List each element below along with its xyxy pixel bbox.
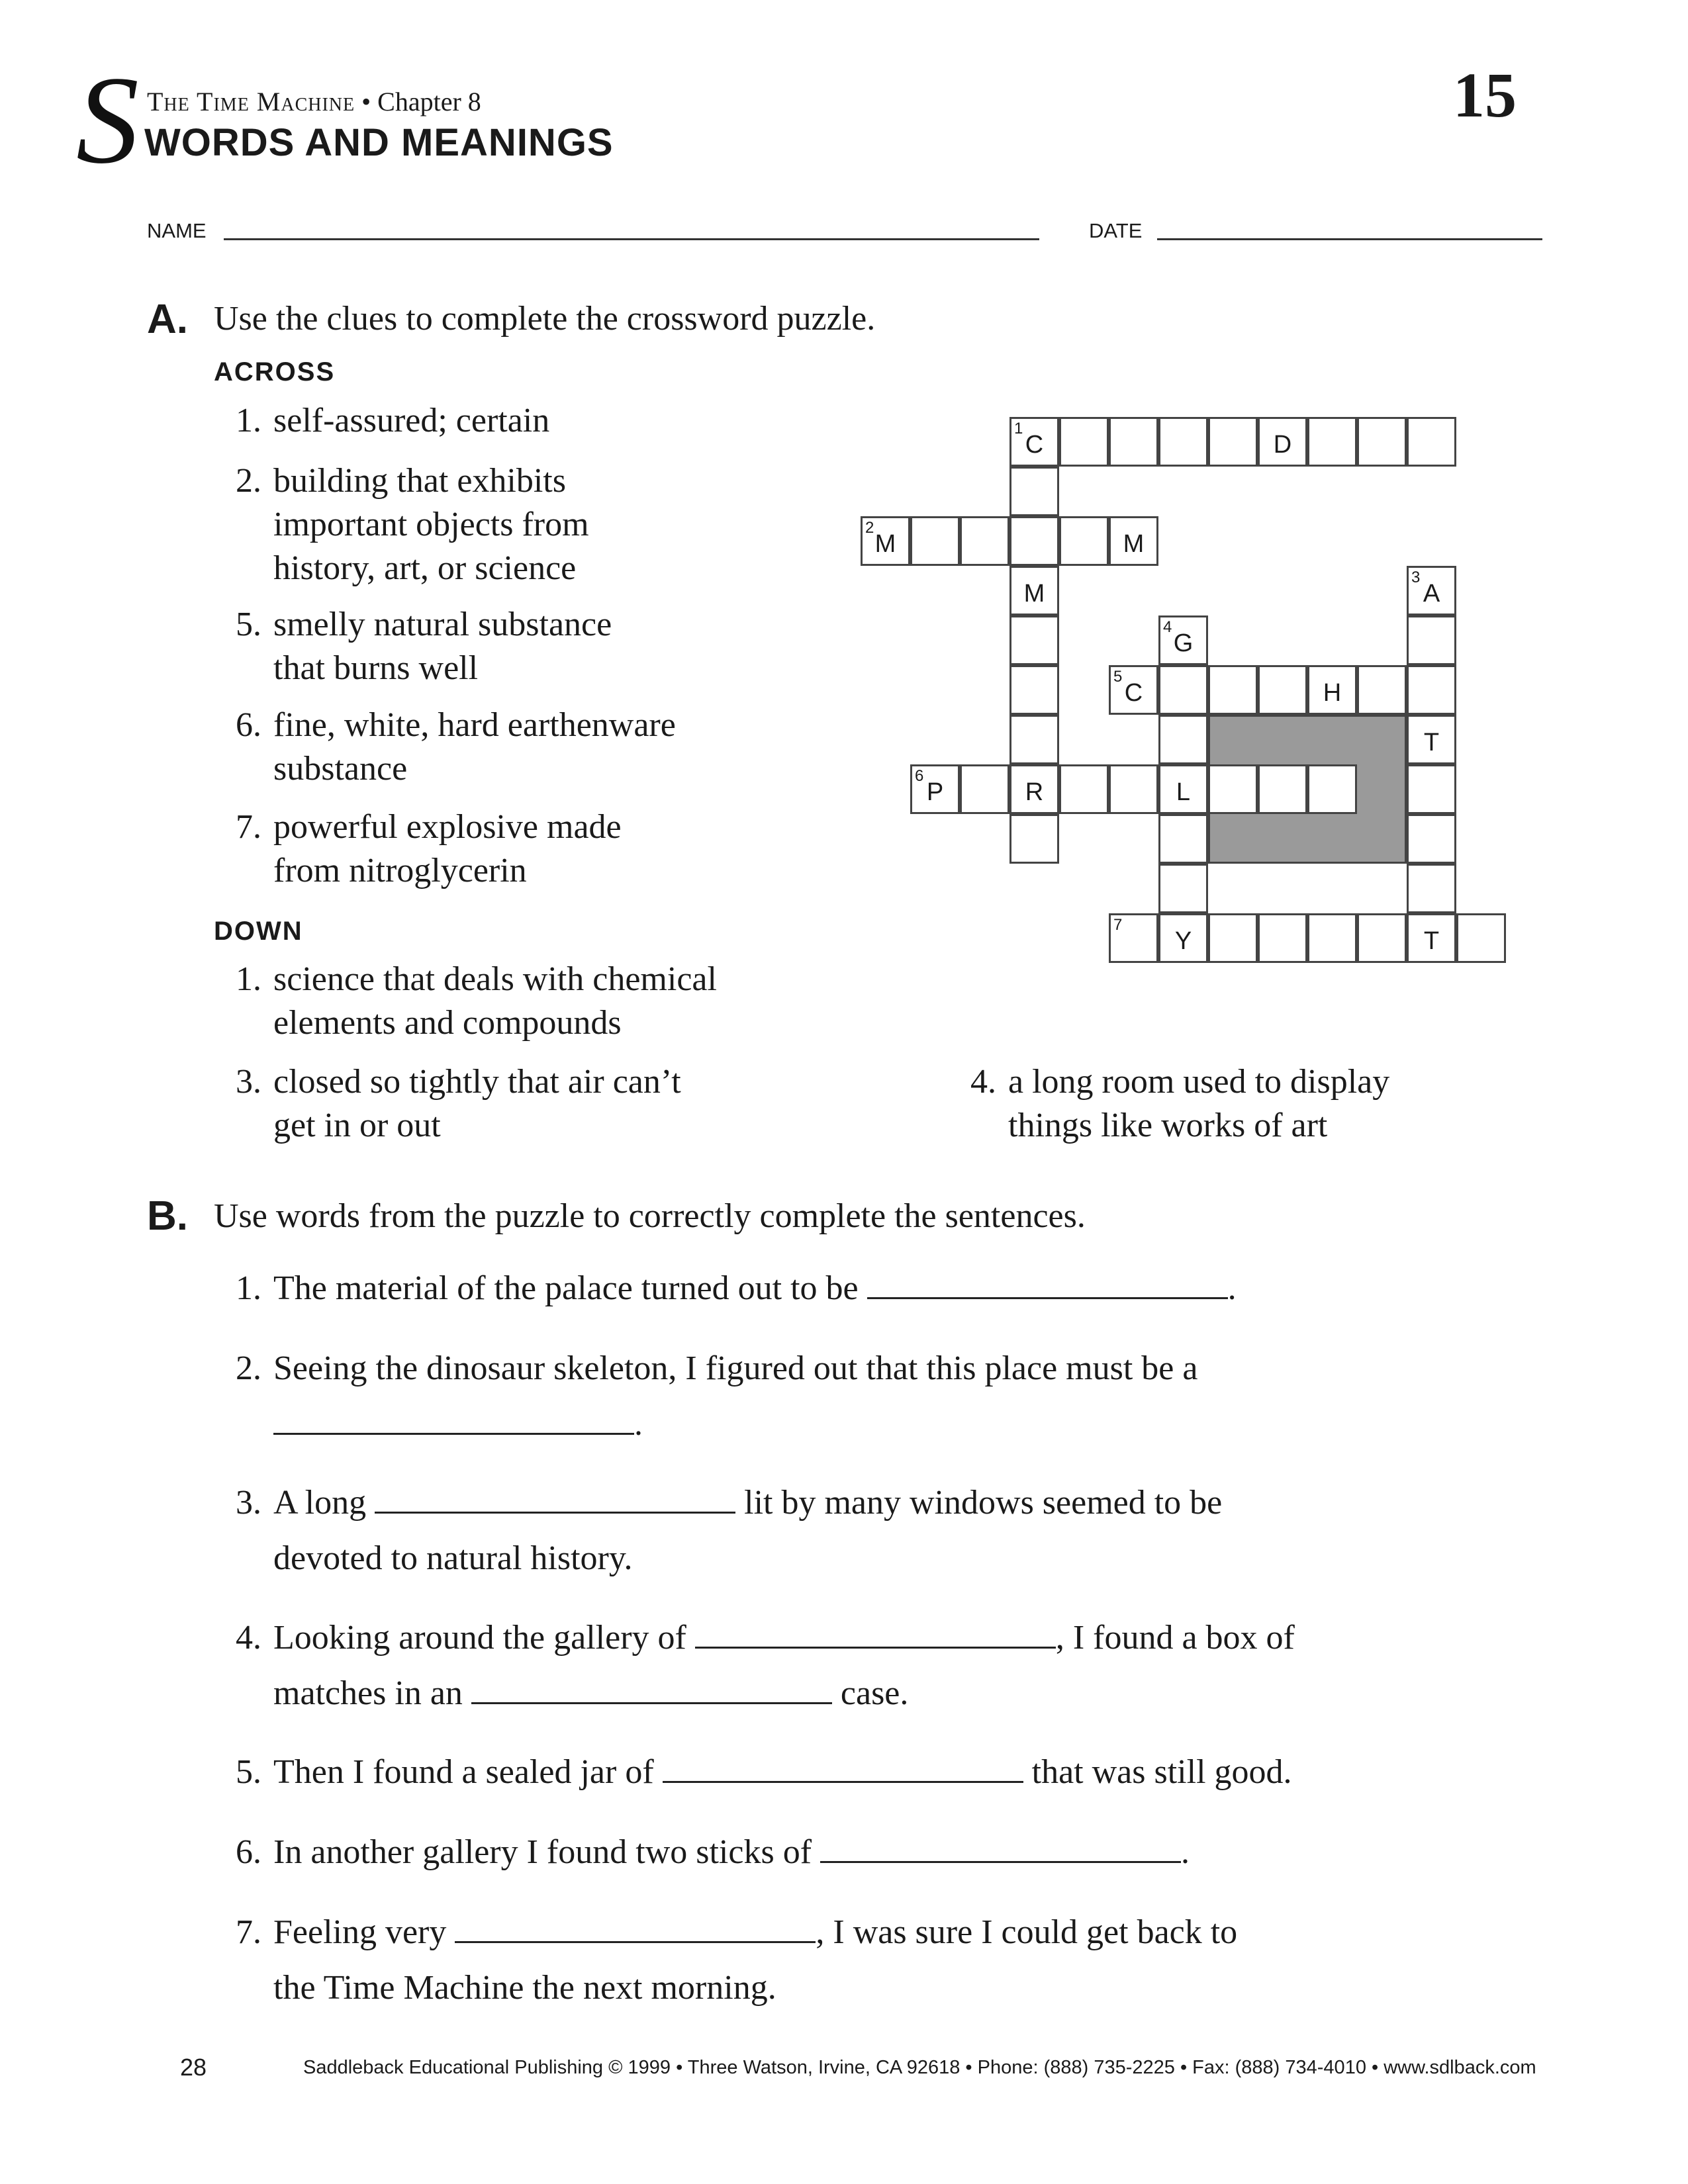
date-label: DATE <box>1089 219 1143 242</box>
cell-letter: L <box>1176 778 1191 806</box>
crossword-cell[interactable] <box>1158 913 1208 963</box>
answer-blank[interactable] <box>455 1913 816 1943</box>
crossword-cell[interactable] <box>960 516 1009 566</box>
crossword-cell[interactable] <box>1357 665 1407 715</box>
worksheet-number: 15 <box>1453 60 1517 130</box>
crossword-cell[interactable] <box>1258 764 1307 814</box>
cell-clue-number: 5 <box>1113 668 1123 686</box>
crossword-cell[interactable] <box>1407 913 1456 963</box>
down-heading: DOWN <box>214 917 303 946</box>
crossword-cell[interactable] <box>1158 417 1208 467</box>
crossword-cell[interactable] <box>1109 665 1158 715</box>
sentence-text: Looking around the gallery of <box>273 1619 686 1657</box>
crossword-cell[interactable] <box>910 764 960 814</box>
crossword-cell[interactable] <box>1009 417 1059 467</box>
sentence-number: 5. <box>236 1753 261 1791</box>
clue-number: 1. <box>236 402 261 439</box>
crossword-cell[interactable] <box>1009 566 1059 615</box>
sentence-text: . <box>634 1405 643 1443</box>
title-separator: • <box>361 87 371 116</box>
chapter-label: Chapter 8 <box>377 87 481 116</box>
sentence-text: A long <box>273 1484 367 1522</box>
sentence-1 <box>214 1261 1505 1316</box>
cell-clue-number: 3 <box>1411 569 1421 586</box>
cell-letter: D <box>1273 431 1292 459</box>
crossword-cell[interactable] <box>1158 764 1208 814</box>
clue-text: a long room used to display <box>1008 1063 1390 1101</box>
crossword-cell[interactable] <box>1158 715 1208 764</box>
clue-text: powerful explosive made <box>273 808 622 846</box>
crossword-cell[interactable] <box>1009 715 1059 764</box>
clue-text: science that deals with chemical <box>273 960 717 998</box>
across-clue-5 <box>214 603 810 690</box>
clue-text: that burns well <box>273 649 479 687</box>
crossword-cell[interactable] <box>1109 764 1158 814</box>
cell-letter: P <box>926 778 944 806</box>
crossword-cell[interactable] <box>1407 566 1456 615</box>
crossword-cell[interactable] <box>1208 665 1258 715</box>
across-clue-2 <box>214 459 810 590</box>
name-label: NAME <box>147 219 207 242</box>
cell-letter: R <box>1025 778 1044 806</box>
crossword-cell[interactable] <box>1009 764 1059 814</box>
crossword-cell[interactable] <box>1208 764 1258 814</box>
sentence-7 <box>214 1905 1505 2016</box>
sentence-3 <box>214 1475 1505 1586</box>
sentence-text: . <box>1181 1833 1190 1871</box>
clue-text: get in or out <box>273 1107 441 1144</box>
book-title: The Time Machine <box>147 87 355 116</box>
sentence-text: Feeling very <box>273 1913 447 1951</box>
crossword-cell[interactable] <box>1357 417 1407 467</box>
sentence-number: 7. <box>236 1913 261 1951</box>
sentence-text: The material of the palace turned out to be <box>273 1269 859 1307</box>
section-b-letter: B. <box>147 1193 188 1239</box>
crossword-cell[interactable] <box>1208 417 1258 467</box>
clue-text: self-assured; certain <box>273 402 550 439</box>
cell-letter: C <box>1025 431 1044 459</box>
crossword-cell[interactable] <box>1009 467 1059 516</box>
cell-letter: M <box>1123 530 1145 558</box>
date-field[interactable] <box>1157 238 1542 240</box>
crossword-cell[interactable] <box>1059 516 1109 566</box>
across-clue-6 <box>214 704 810 791</box>
crossword-cell[interactable] <box>1407 715 1456 764</box>
clue-text: from nitroglycerin <box>273 852 527 889</box>
clue-text: elements and compounds <box>273 1004 622 1042</box>
across-clue-1 <box>214 399 810 443</box>
cell-clue-number: 2 <box>865 519 874 537</box>
sentence-text: , I found a box of <box>1055 1619 1295 1657</box>
cell-letter: C <box>1124 679 1143 707</box>
crossword-cell[interactable] <box>1009 814 1059 864</box>
clue-number: 5. <box>236 606 261 643</box>
cell-letter: T <box>1423 927 1440 955</box>
sentence-2 <box>214 1341 1505 1452</box>
sentence-text: matches in an <box>273 1674 463 1712</box>
sentence-text: Then I found a sealed jar of <box>273 1753 654 1791</box>
crossword-cell[interactable] <box>1407 665 1456 715</box>
clue-number: 7. <box>236 808 261 846</box>
crossword-cell[interactable] <box>1059 417 1109 467</box>
clue-text: substance <box>273 750 408 788</box>
down-clue-3 <box>214 1060 810 1148</box>
sentence-number: 4. <box>236 1619 261 1657</box>
crossword-cell[interactable] <box>1258 913 1307 963</box>
sentence-text: that was still good. <box>1031 1753 1292 1791</box>
crossword-cell[interactable] <box>1109 516 1158 566</box>
cell-letter: G <box>1173 629 1194 657</box>
clue-text: closed so tightly that air can’t <box>273 1063 681 1101</box>
crossword-cell[interactable] <box>861 516 910 566</box>
answer-blank[interactable] <box>867 1269 1228 1299</box>
footer-page-number: 28 <box>180 2054 207 2081</box>
cell-letter: T <box>1423 729 1440 756</box>
svg-text:S: S <box>76 56 139 182</box>
down-clue-1 <box>214 958 876 1045</box>
clue-text: smelly natural substance <box>273 606 612 643</box>
crossword-cell[interactable] <box>1357 913 1407 963</box>
cell-clue-number: 7 <box>1113 916 1123 934</box>
clue-text: building that exhibits <box>273 462 566 500</box>
sentence-text: , I was sure I could get back to <box>816 1913 1238 1951</box>
across-clue-7 <box>214 805 810 893</box>
series-logo-s-icon <box>73 56 152 182</box>
answer-blank[interactable] <box>471 1674 832 1704</box>
crossword-cell[interactable] <box>1059 764 1109 814</box>
crossword-cell[interactable] <box>1407 814 1456 864</box>
section-b-instruction: Use words from the puzzle to correctly complete the sentences. <box>214 1197 1086 1235</box>
cell-letter: M <box>874 530 896 558</box>
sentence-text: Seeing the dinosaur skeleton, I figured out that this place must be a <box>273 1349 1198 1387</box>
sentence-4 <box>214 1610 1505 1721</box>
answer-blank[interactable] <box>695 1619 1056 1649</box>
clue-number: 2. <box>236 462 261 500</box>
book-title-line <box>147 86 481 117</box>
sentence-6 <box>214 1825 1505 1880</box>
crossword-cell[interactable] <box>1258 665 1307 715</box>
sentence-text: . <box>1227 1269 1237 1307</box>
crossword-cell[interactable] <box>1009 665 1059 715</box>
clue-text: fine, white, hard earthenware <box>273 706 676 744</box>
sentence-text: the Time Machine the next morning. <box>273 1969 776 2007</box>
crossword-cell[interactable] <box>910 516 960 566</box>
cell-letter: M <box>1023 580 1045 608</box>
sentence-number: 3. <box>236 1484 261 1522</box>
crossword-cell[interactable] <box>1208 913 1258 963</box>
down-clue-4 <box>949 1060 1544 1148</box>
answer-blank[interactable] <box>820 1833 1181 1863</box>
crossword-cell[interactable] <box>1307 665 1357 715</box>
section-a-letter: A. <box>147 296 188 342</box>
sentence-number: 2. <box>236 1349 261 1387</box>
crossword-cell[interactable] <box>1158 615 1208 665</box>
sentence-text: devoted to natural history. <box>273 1539 633 1577</box>
crossword-cell[interactable] <box>960 764 1009 814</box>
clue-number: 3. <box>236 1063 261 1101</box>
crossword-cell[interactable] <box>1307 764 1357 814</box>
sentence-number: 6. <box>236 1833 261 1871</box>
sentence-5 <box>214 1745 1505 1800</box>
answer-blank[interactable] <box>663 1753 1023 1783</box>
page-subtitle: WORDS AND MEANINGS <box>144 121 614 164</box>
answer-blank[interactable] <box>375 1484 735 1514</box>
clue-number: 1. <box>236 960 261 998</box>
across-heading: ACROSS <box>214 357 336 387</box>
crossword-cell[interactable] <box>1158 864 1208 913</box>
sentence-number: 1. <box>236 1269 261 1307</box>
crossword-cell[interactable] <box>1009 615 1059 665</box>
cell-clue-number: 6 <box>915 767 924 785</box>
clue-number: 6. <box>236 706 261 744</box>
crossword-cell[interactable] <box>1407 864 1456 913</box>
cell-letter: H <box>1323 679 1342 707</box>
sentence-text: lit by many windows seemed to be <box>744 1484 1223 1522</box>
name-field[interactable] <box>224 238 1039 240</box>
clue-text: things like works of art <box>1008 1107 1328 1144</box>
crossword-cell[interactable] <box>1158 665 1208 715</box>
clue-number: 4. <box>970 1063 996 1101</box>
answer-blank[interactable] <box>273 1405 634 1435</box>
crossword-cell[interactable] <box>1158 814 1208 864</box>
sentence-text: In another gallery I found two sticks of <box>273 1833 812 1871</box>
crossword-cell[interactable] <box>1009 516 1059 566</box>
crossword-cell[interactable] <box>1109 913 1158 963</box>
crossword-cell[interactable] <box>1307 913 1357 963</box>
clue-text: history, art, or science <box>273 549 577 587</box>
crossword-cell[interactable] <box>1407 615 1456 665</box>
cell-clue-number: 4 <box>1163 618 1172 636</box>
crossword-cell[interactable] <box>1307 417 1357 467</box>
crossword-grid <box>861 417 1523 986</box>
section-a-instruction: Use the clues to complete the crossword puzzle. <box>214 300 876 338</box>
cell-letter: A <box>1423 580 1440 608</box>
footer-publisher-info: Saddleback Educational Publishing © 1999 • Three Watson, Irvine, CA 92618 • Phone: (888) 735-2225 • Fax: (888) 734-4010 • www.sdlback.com <box>303 2057 1536 2078</box>
cell-clue-number: 1 <box>1014 420 1023 437</box>
crossword-cell[interactable] <box>1109 417 1158 467</box>
sentence-text: case. <box>840 1674 909 1712</box>
crossword-cell[interactable] <box>1407 764 1456 814</box>
cell-letter: Y <box>1174 927 1192 955</box>
crossword-cell[interactable] <box>1456 913 1506 963</box>
crossword-cell[interactable] <box>1258 417 1307 467</box>
crossword-cell[interactable] <box>1407 417 1456 467</box>
clue-text: important objects from <box>273 506 589 543</box>
